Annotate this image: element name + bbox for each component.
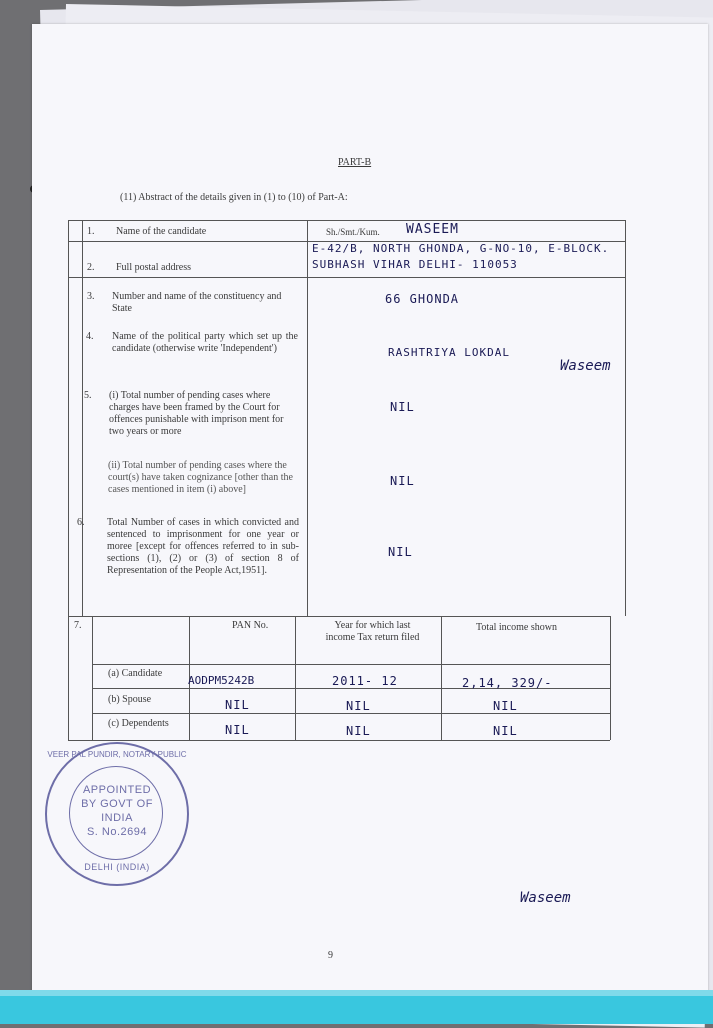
candidate-pan: AODPM5242B <box>188 674 255 687</box>
row-5-label: (i) Total number of pending cases where charges have been framed by the Court for offences punishable with imprison ment for two years or more <box>109 390 284 437</box>
stamp-bottom-text: DELHI (INDIA) <box>84 862 150 872</box>
constituency-value: 66 GHONDA <box>385 292 460 306</box>
row-4-label: Name of the political party which set up the candidate (otherwise write 'Independent') <box>112 331 298 354</box>
row-6-num: 6. <box>77 517 85 528</box>
candidate-name: WASEEM <box>406 222 459 237</box>
row-1-num: 1. <box>87 226 95 237</box>
row-4-num: 4. <box>86 331 94 342</box>
signature: Waseem <box>560 358 611 374</box>
address-line-2: SUBHASH VIHAR DELHI- 110053 <box>312 258 518 271</box>
dependents-year: NIL <box>346 724 371 738</box>
title-prefix: Sh./Smt./Kum. <box>326 227 380 237</box>
pending-cases-cognizance: NIL <box>390 474 415 488</box>
row-3-num: 3. <box>87 291 95 302</box>
party-value: RASHTRIYA LOKDAL <box>388 346 510 359</box>
stamp-line-2: BY GOVT OF <box>81 798 153 810</box>
scanner-strip-highlight <box>0 990 713 996</box>
spouse-pan: NIL <box>225 698 250 712</box>
year-header: Year for which last income Tax return filed <box>325 620 420 643</box>
row-2-num: 2. <box>87 262 95 273</box>
dependents-row-label: (c) Dependents <box>108 718 169 729</box>
notary-stamp <box>45 742 189 886</box>
bottom-signature: Waseem <box>520 890 571 906</box>
pan-header: PAN No. <box>232 620 269 631</box>
candidate-year: 2011- 12 <box>332 674 398 688</box>
part-heading: PART-B <box>338 157 372 168</box>
dependents-pan: NIL <box>225 723 250 737</box>
row-3-label: Number and name of the constituency and State <box>112 291 282 314</box>
row-2-label: Full postal address <box>116 262 191 273</box>
spouse-row-label: (b) Spouse <box>108 694 152 705</box>
page-number: 9 <box>328 950 333 961</box>
row-1-label: Name of the candidate <box>116 226 207 237</box>
spouse-year: NIL <box>346 699 371 713</box>
dependents-income: NIL <box>493 724 518 738</box>
stamp-line-1: APPOINTED <box>82 784 152 796</box>
row-5-num: 5. <box>84 390 92 401</box>
stamp-outer-text: VEER PAL PUNDIR, NOTARY PUBLIC <box>47 750 187 759</box>
convicted-cases: NIL <box>388 545 413 559</box>
candidate-row-label: (a) Candidate <box>108 668 163 679</box>
income-header: Total income shown <box>476 622 557 633</box>
spouse-income: NIL <box>493 699 518 713</box>
stamp-line-4: S. No.2694 <box>86 826 148 838</box>
candidate-income: 2,14, 329/- <box>462 676 553 690</box>
pending-cases-framed: NIL <box>390 400 415 414</box>
row-6-label: Total Number of cases in which convicted and sentenced to imprisonment for one year or moree [except for offences referred to in sub-sections (1), (2) or (3) of section 8 of Representation of the People Act,1951]. <box>107 517 299 576</box>
stamp-line-3: INDIA <box>101 812 133 824</box>
abstract-line: (11) Abstract of the details given in (1) to (10) of Part-A: <box>120 192 348 203</box>
row-5ii-label: (ii) Total number of pending cases where the court(s) have taken cognizance [other than the cases mentioned in item (i) above] <box>108 460 293 495</box>
row-7-num: 7. <box>74 620 82 631</box>
address-line-1: E-42/B, NORTH GHONDA, G-NO-10, E-BLOCK. <box>312 242 610 255</box>
